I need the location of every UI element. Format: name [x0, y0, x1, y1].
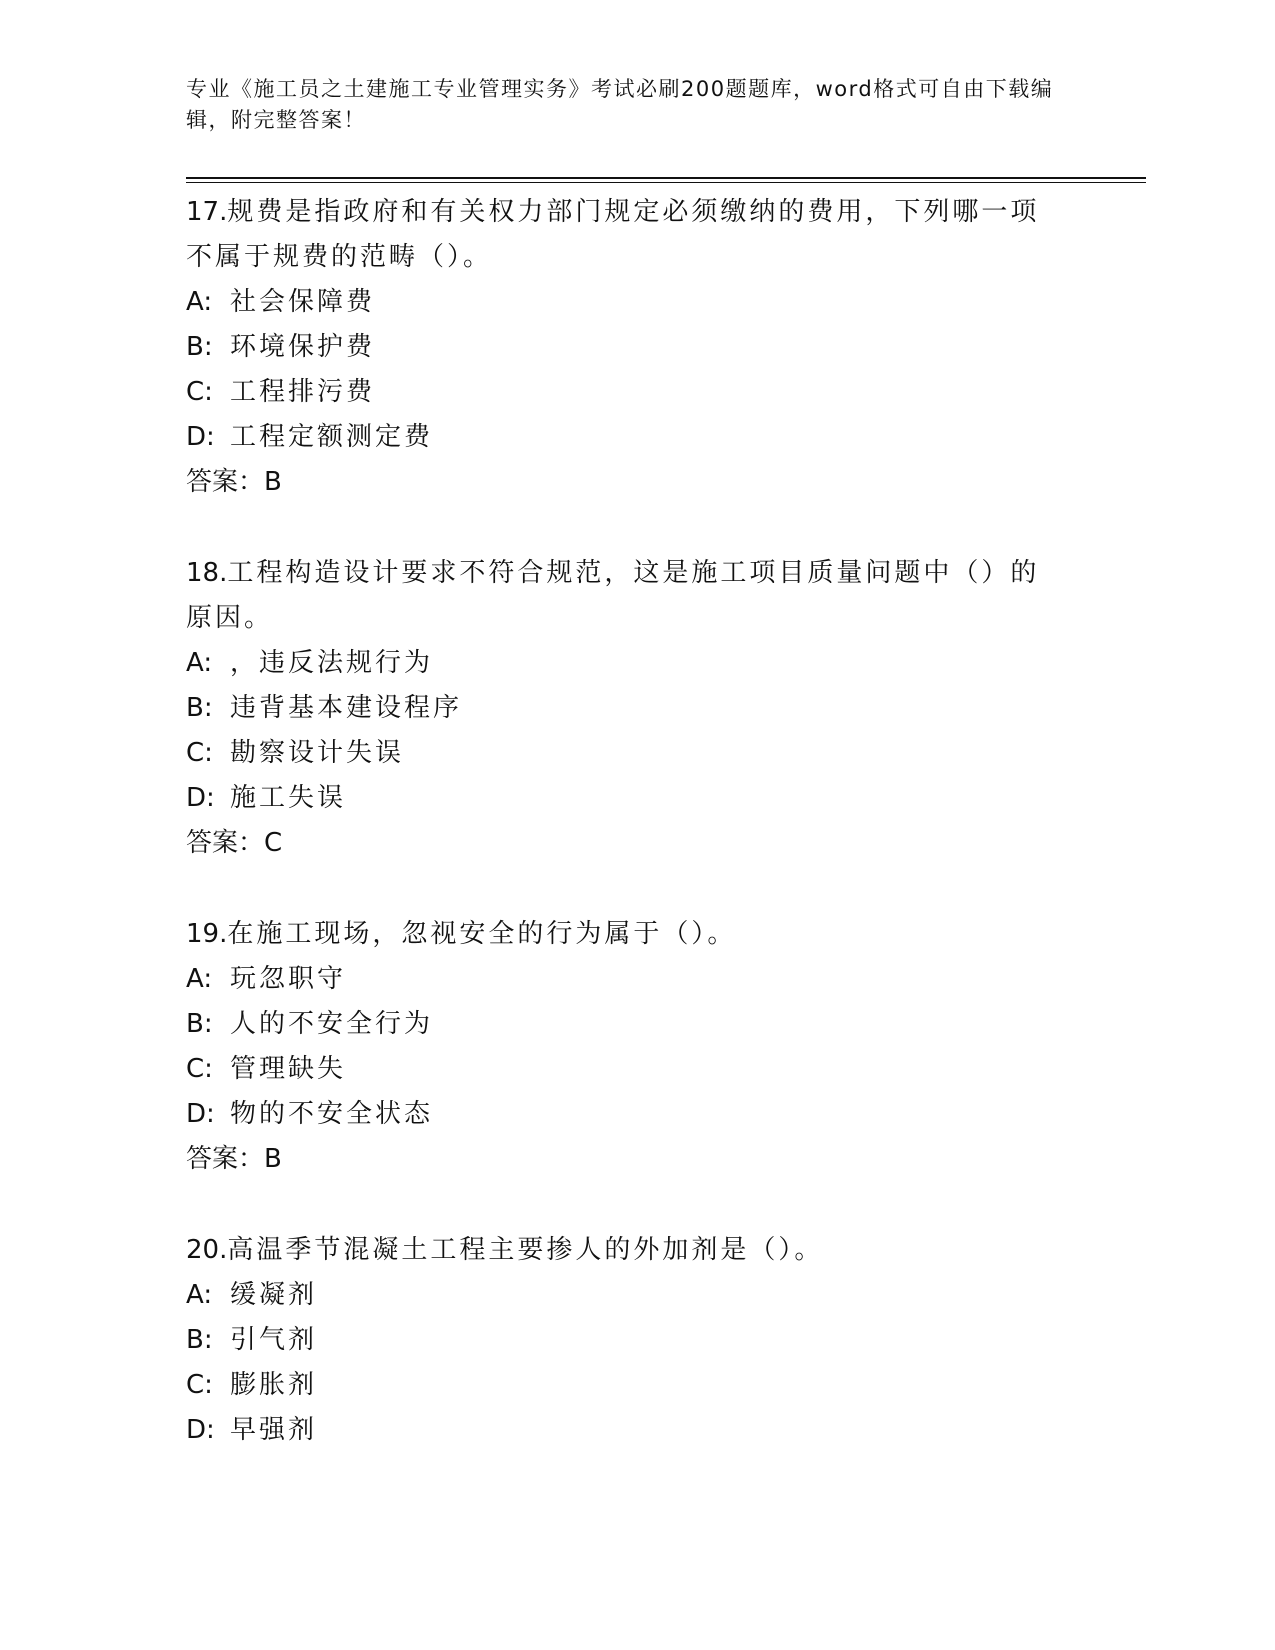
- option-key: A:: [186, 648, 213, 678]
- question-spacer: [186, 866, 1086, 912]
- option-text: 环境保护费: [230, 332, 376, 362]
- question-number: 17.: [186, 197, 228, 227]
- option-key: A:: [186, 287, 213, 317]
- header-rule-thick: [186, 177, 1146, 179]
- option-text: 勘察设计失误: [230, 738, 405, 768]
- question-list: [186, 190, 1086, 1453]
- option-c: [186, 370, 1086, 415]
- question-17: [186, 190, 1086, 505]
- document-header: 专业《施工员之土建施工专业管理实务》考试必刷200题题库，word格式可自由下载编辑，附完整答案！: [186, 77, 1054, 132]
- option-text: 施工失误: [230, 783, 347, 813]
- option-key: B:: [186, 1009, 213, 1039]
- option-key: C:: [186, 1054, 213, 1084]
- option-b: [186, 1318, 1086, 1363]
- option-b: [186, 686, 1086, 731]
- option-d: [186, 776, 1086, 821]
- option-text: 工程定额测定费: [230, 422, 434, 452]
- option-text: 人的不安全行为: [230, 1009, 434, 1039]
- option-key: C:: [186, 738, 213, 768]
- option-c: [186, 731, 1086, 776]
- option-key: C:: [186, 1370, 213, 1400]
- option-text: 管理缺失: [230, 1054, 347, 1084]
- question-18: [186, 551, 1086, 866]
- option-d: [186, 1408, 1086, 1453]
- option-a: [186, 641, 1086, 686]
- option-text: 违背基本建设程序: [230, 693, 463, 723]
- option-key: B:: [186, 1325, 213, 1355]
- option-key: B:: [186, 693, 213, 723]
- option-text: 引气剂: [230, 1325, 318, 1355]
- question-text: [186, 190, 1066, 280]
- option-key: D:: [186, 1415, 215, 1445]
- answer-line: 答案：B: [186, 1144, 282, 1174]
- answer-line: 答案：B: [186, 467, 282, 497]
- option-a: [186, 1273, 1086, 1318]
- question-body: 高温季节混凝土工程主要掺人的外加剂是（）。: [227, 1235, 824, 1265]
- option-text: 玩忽职守: [230, 964, 347, 994]
- question-text: [186, 551, 1066, 641]
- question-text: [186, 912, 1066, 957]
- option-key: D:: [186, 783, 215, 813]
- option-c: [186, 1363, 1086, 1408]
- question-spacer: [186, 505, 1086, 551]
- header-rule-thin: [186, 182, 1146, 183]
- option-text: ，违反法规行为: [230, 648, 434, 678]
- option-d: [186, 1092, 1086, 1137]
- option-a: [186, 957, 1086, 1002]
- option-text: 工程排污费: [230, 377, 376, 407]
- answer-line: 答案：C: [186, 828, 283, 858]
- question-body: 在施工现场，忽视安全的行为属于（）。: [227, 919, 737, 949]
- option-key: D:: [186, 1099, 215, 1129]
- option-b: [186, 325, 1086, 370]
- option-a: [186, 280, 1086, 325]
- question-19: [186, 912, 1086, 1182]
- question-number: 18.: [186, 558, 228, 588]
- option-text: 缓凝剂: [230, 1280, 318, 1310]
- question-body: 工程构造设计要求不符合规范，这是施工项目质量问题中（）的原因。: [186, 558, 1040, 633]
- option-text: 物的不安全状态: [230, 1099, 434, 1129]
- option-key: B:: [186, 332, 213, 362]
- option-text: 社会保障费: [230, 287, 376, 317]
- question-number: 20.: [186, 1235, 228, 1265]
- option-key: A:: [186, 964, 213, 994]
- option-c: [186, 1047, 1086, 1092]
- option-text: 膨胀剂: [230, 1370, 318, 1400]
- option-key: D:: [186, 422, 215, 452]
- option-key: A:: [186, 1280, 213, 1310]
- option-key: C:: [186, 377, 213, 407]
- question-text: [186, 1228, 1066, 1273]
- option-d: [186, 415, 1086, 460]
- option-text: 早强剂: [230, 1415, 318, 1445]
- question-number: 19.: [186, 919, 228, 949]
- question-body: 规费是指政府和有关权力部门规定必须缴纳的费用，下列哪一项不属于规费的范畴（）。: [186, 197, 1040, 272]
- question-spacer: [186, 1182, 1086, 1228]
- option-b: [186, 1002, 1086, 1047]
- question-20: [186, 1228, 1086, 1453]
